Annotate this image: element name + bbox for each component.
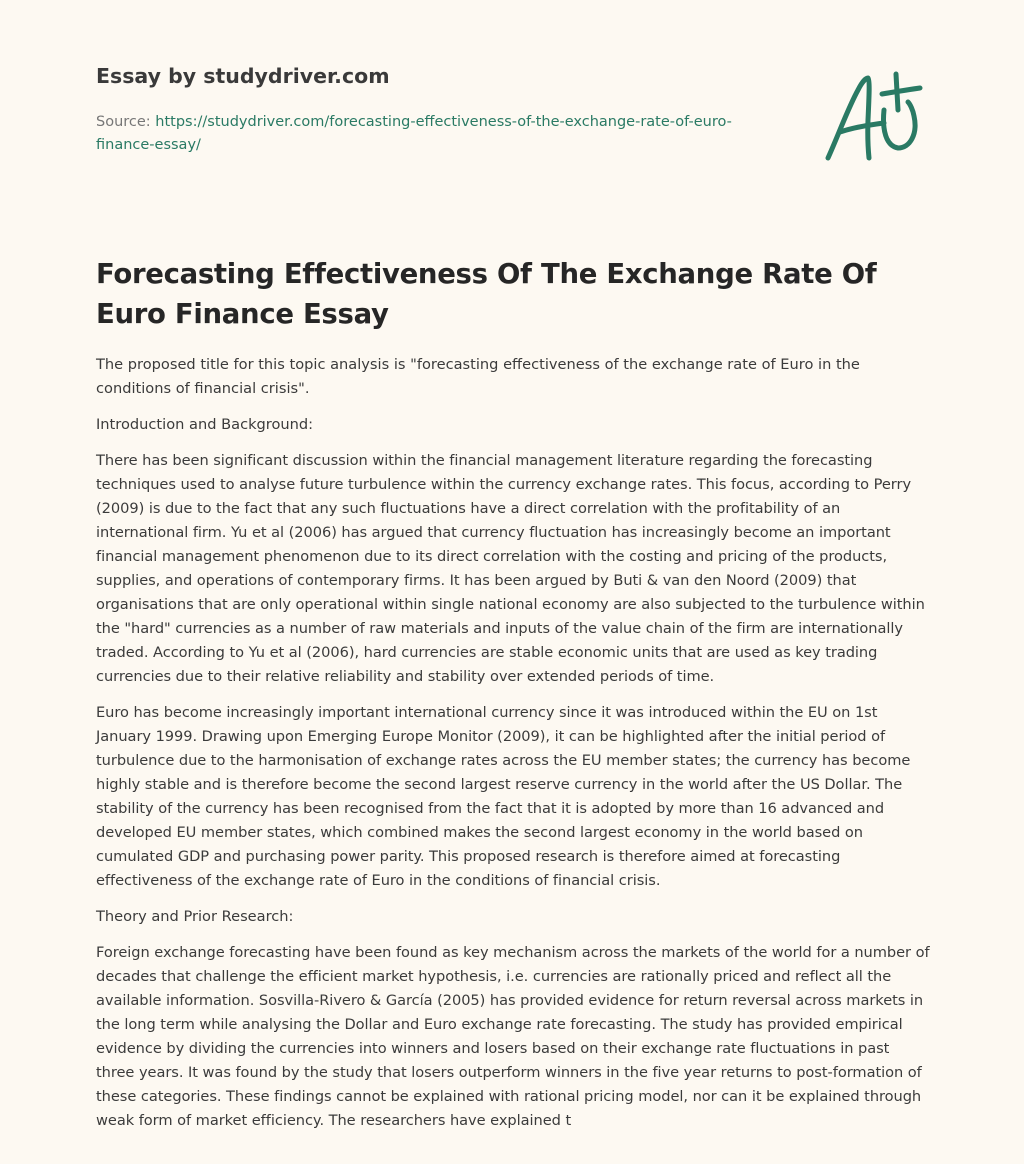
source-line <box>96 111 776 157</box>
paragraph-intro: The proposed title for this topic analysis is "forecasting effectiveness of the exchange rate of Euro in the conditions of financial crisis". <box>96 356 860 397</box>
paragraph-euro: Euro has become increasingly important international currency since it was introduced within the EU on 1st January 1999. Drawing upon Emerging Europe Monitor (2009), it can be highlighted after the initial period of turbulence due to the harmonisation of exchange rates across the EU member states; the currency has become highly stable and is therefore become the second largest reserve currency in the world after the US Dollar. The stability of the currency has been recognised from the fact that it is adopted by more than 16 advanced and developed EU member states, which combined makes the second largest economy in the world based on cumulated GDP and purchasing power parity. This proposed research is therefore aimed at forecasting effectiveness of the exchange rate of Euro in the conditions of financial crisis. <box>96 704 911 889</box>
heading-introduction: Introduction and Background: <box>96 416 314 433</box>
paragraph-theory: Foreign exchange forecasting have been found as key mechanism across the markets of the world for a number of decades that challenge the efficient market hypothesis, i.e. currencies are rationally priced and reflect all the available information. Sosvilla-Rivero & García (2005) has provided evidence for return reversal across markets in the long term while analysing the Dollar and Euro exchange rate forecasting. The study has provided empirical evidence by dividing the currencies into winners and losers based on their exchange rate fluctuations in past three years. It was found by the study that losers outperform winners in the five year returns to post-formation of these categories. These findings cannot be explained with rational pricing model, nor can it be explained through weak form of market efficiency. The researchers have explained t <box>96 944 930 1129</box>
essay-body <box>96 353 932 1145</box>
source-link[interactable]: https://studydriver.com/forecasting-effectiveness-of-the-exchange-rate-of-euro-finance-essay/ <box>96 114 732 153</box>
heading-theory: Theory and Prior Research: <box>96 908 294 925</box>
source-label: Source: <box>96 114 151 130</box>
paragraph-background: There has been significant discussion within the financial management literature regarding the forecasting techniques used to analyse future turbulence within the currency exchange rates. This focus, according to Perry (2009) is due to the fact that any such fluctuations have a direct correlation with the profitability of an international firm. Yu et al (2006) has argued that currency fluctuation has increasingly become an important financial management phenomenon due to its direct correlation with the costing and pricing of the products, supplies, and operations of contemporary firms. It has been argued by Buti & van den Noord (2009) that organisations that are only operational within single national economy are also subjected to the turbulence within the "hard" currencies as a number of raw materials and inputs of the value chain of the firm are internationally traded. According to Yu et al (2006), hard currencies are stable economic units that are used as key trading currencies due to their relative reliability and stability over extended periods of time. <box>96 452 925 685</box>
site-title: Essay by studydriver.com <box>96 64 390 88</box>
a-plus-logo-icon <box>822 68 926 164</box>
essay-title: Forecasting Effectiveness Of The Exchange Rate Of Euro Finance Essay <box>96 258 877 330</box>
